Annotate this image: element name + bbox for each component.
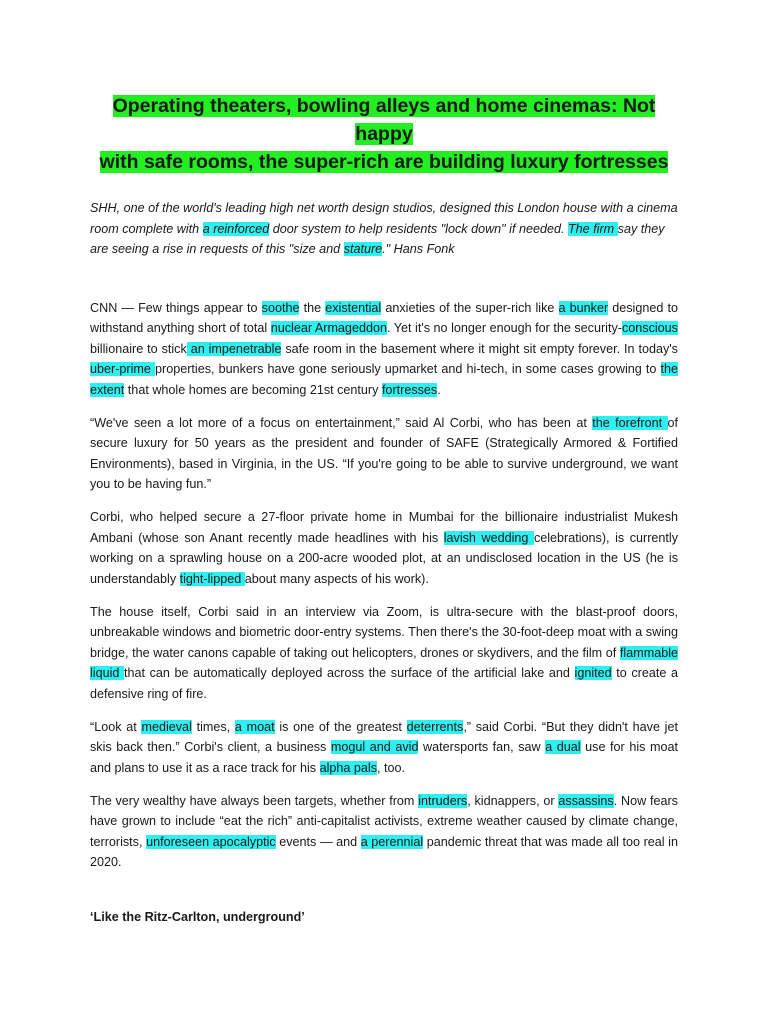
text-run: “We've seen a lot more of a focus on entertainment,” said Al Corbi, who has been at	[90, 415, 593, 430]
text-run: , too.	[377, 760, 406, 775]
highlighted-term: an impenetrable	[186, 341, 282, 356]
highlighted-term: assassins	[558, 793, 614, 808]
body-paragraph	[90, 413, 678, 495]
highlighted-term: soothe	[261, 300, 300, 315]
text-run: is one of the greatest	[274, 719, 407, 734]
text-run: ,” said Corbi. “But they didn't have jet skis back then.” Corbi's client, a business	[90, 719, 678, 754]
highlighted-term: alpha pals	[319, 760, 378, 775]
text-run: celebrations), is currently working on a sprawling house on a 200-acre wooded plot, at an undisclosed location in the US (he is understandably	[90, 530, 679, 586]
text-run: use for his moat and plans to use it as a race track for his	[90, 740, 678, 775]
text-run: The house itself, Corbi said in an interview via Zoom, is ultra-secure with the blast-proof doors, unbreakable windows and biometric door-entry systems. Then there's the 30-foot-deep moat with a swing bridge, the water canons capable of taking out helicopters, drones or skydivers, and the film of	[90, 604, 678, 660]
text-run: events — and	[275, 834, 361, 849]
text-run: to create a defensive ring of fire.	[90, 666, 678, 701]
highlighted-term: stature	[343, 242, 383, 256]
text-run: . Now fears have grown to include “eat the rich” anti-capitalist activists, extreme weather caused by climate change, terrorists,	[90, 793, 678, 849]
text-run: anxieties of the super-rich like	[381, 300, 559, 315]
highlighted-term: intruders	[418, 793, 468, 808]
highlighted-term: the extent	[90, 362, 679, 397]
text-run: ." Hans Fonk	[382, 242, 455, 256]
highlighted-term: a dual	[545, 740, 581, 754]
highlighted-term: lavish wedding	[443, 530, 534, 545]
text-run: safe room in the basement where it might sit empty forever. In today's	[281, 341, 678, 356]
highlighted-term: uber-prime	[90, 362, 155, 376]
highlighted-term: existential	[325, 300, 382, 315]
body-paragraph	[90, 791, 678, 873]
highlighted-term: conscious	[621, 321, 678, 335]
highlighted-term: a bunker	[558, 300, 609, 315]
text-run: door system to help residents "lock down" if needed.	[269, 221, 568, 236]
text-run: times,	[191, 719, 235, 734]
text-run: pandemic threat that was made all too real in 2020.	[90, 834, 678, 869]
body-paragraph	[90, 507, 678, 589]
text-run: . Yet it's no longer enough for the security-	[386, 321, 622, 335]
text-run: about many aspects of his work).	[244, 571, 429, 586]
highlighted-term: fortresses	[381, 382, 438, 397]
body-paragraph	[90, 717, 678, 779]
text-run: the	[299, 300, 326, 315]
highlighted-term: mogul and avid	[330, 740, 419, 754]
highlighted-term: medieval	[141, 719, 192, 734]
highlighted-term: deterrents	[406, 719, 464, 734]
text-run: billionaire to stick	[90, 341, 187, 356]
body-paragraph	[90, 298, 678, 401]
text-run: , kidnappers, or	[467, 793, 559, 808]
text-run: The very wealthy have always been targets, whether from	[90, 793, 419, 808]
text-run: properties, bunkers have gone seriously upmarket and hi-tech, in some cases growing to	[155, 362, 661, 376]
title-line-2: with safe rooms, the super-rich are building luxury fortresses	[99, 151, 669, 173]
highlighted-term: a reinforced	[202, 221, 270, 236]
text-run: designed to withstand anything short of total	[90, 300, 678, 335]
text-run: “Look at	[90, 719, 142, 734]
text-run: Corbi, who helped secure a 27-floor private home in Mumbai for the billionaire industrialist Mukesh Ambani (whose son Anant recently made headlines with his	[90, 510, 678, 545]
article-title	[90, 92, 678, 176]
highlighted-term: The firm	[567, 221, 618, 236]
highlighted-term: tight-lipped	[179, 571, 245, 586]
highlighted-term: flammable liquid	[90, 645, 678, 680]
text-run: of secure luxury for 50 years as the president and founder of SAFE (Strategically Armored & Fortified Environments), based in Virginia, in the US. “If you're going to be able to survive underground, we want you to be having fun.”	[90, 415, 679, 491]
text-run: CNN — Few things appear to	[90, 300, 262, 315]
text-run: say they are seeing a rise in requests of this "size and	[90, 221, 665, 256]
text-run: that whole homes are becoming 21st century	[124, 382, 382, 397]
text-run: watersports fan, saw	[418, 740, 546, 754]
section-heading: ‘Like the Ritz-Carlton, underground’	[90, 909, 305, 924]
highlighted-term: a perennial	[360, 834, 424, 849]
article-body	[90, 298, 678, 873]
highlighted-term: a moat	[234, 719, 275, 734]
title-line-1: Operating theaters, bowling alleys and home cinemas: Not happy	[112, 95, 656, 145]
highlighted-term: the forefront	[592, 415, 668, 430]
lead-paragraph	[90, 198, 678, 260]
text-run: SHH, one of the world's leading high net worth design studios, designed this London house with a cinema room complete with	[90, 201, 678, 236]
text-run: that can be automatically deployed across the surface of the artificial lake and	[124, 666, 575, 680]
text-run: .	[437, 382, 441, 397]
highlighted-term: ignited	[574, 666, 612, 680]
body-paragraph	[90, 602, 678, 705]
highlighted-term: nuclear Armageddon	[270, 321, 387, 335]
highlighted-term: unforeseen apocalyptic	[146, 834, 276, 849]
